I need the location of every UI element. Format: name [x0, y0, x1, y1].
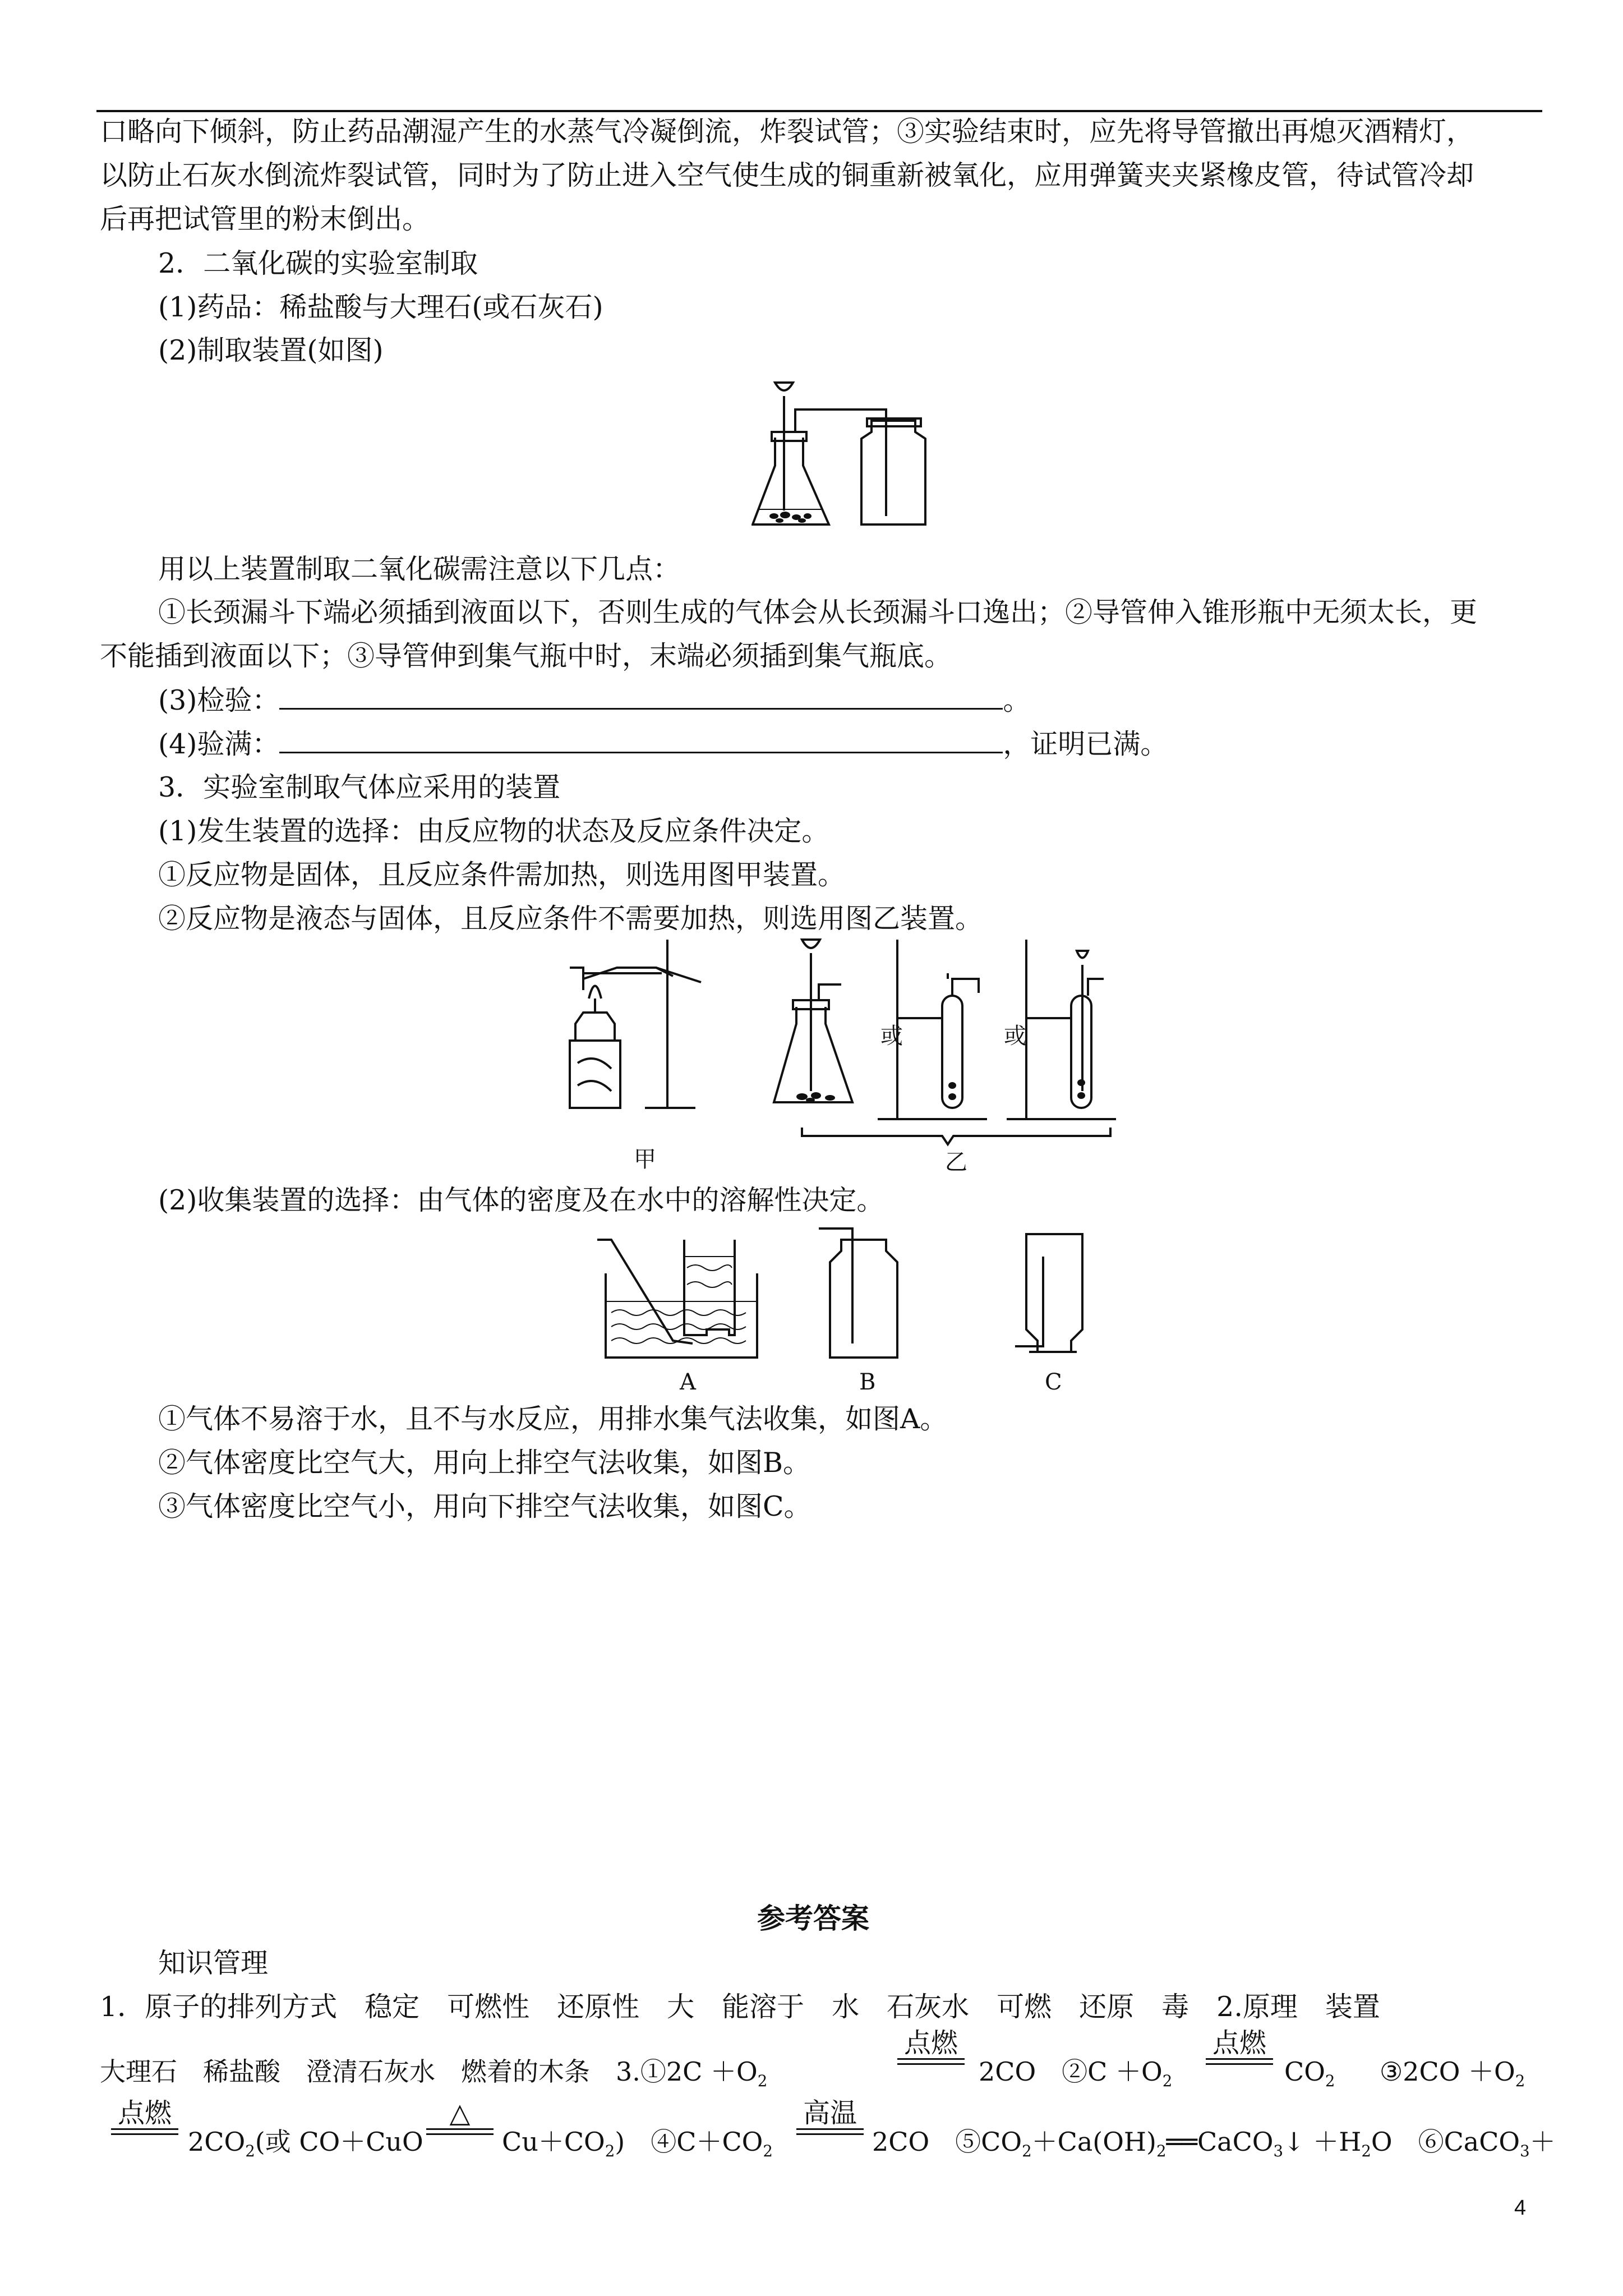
answers-line: 1．原子的排列方式 稳定 可燃性 还原性 大 能溶于 水 石灰水 可燃 还原 毒 2.原理 装置 [100, 1991, 1380, 2023]
figure-c-label: C [1045, 1369, 1062, 1395]
answer-blank[interactable] [279, 727, 1003, 753]
test-end: 。 [1003, 684, 1031, 716]
heat-condition: △ [426, 2098, 494, 2135]
list-item: ①气体不易溶于水，且不与水反应，用排水集气法收集，如图A。 [158, 1403, 948, 1435]
list-item: (2)制取装置(如图) [158, 334, 384, 366]
ignite-condition: 点燃 [1206, 2028, 1273, 2065]
figure-yi-label: 乙 [945, 1149, 967, 1175]
answers-line2-d: ③2CO $+O_2$ [1380, 2056, 1525, 2091]
test-label: (3)检验： [158, 684, 280, 716]
list-item: ②反应物是液态与固体，且反应条件不需要加热，则选用图乙装置。 [158, 903, 983, 935]
answers-title: 参考答案 [757, 1902, 869, 1935]
paragraph-line: 以防止石灰水倒流炸裂试管，同时为了防止进入空气使生成的铜重新被氧化，应用弹簧夹夹紧橡皮管，待试管冷却 [100, 159, 1474, 191]
paragraph-line: ①长颈漏斗下端必须插到液面以下，否则生成的气体会从长颈漏斗口逸出；②导管伸入锥形瓶中无须太长，更 [158, 596, 1478, 628]
list-item: (2)收集装置的选择：由气体的密度及在水中的溶解性决定。 [158, 1184, 884, 1216]
figure-a-label: A [680, 1369, 696, 1395]
high-temp-condition: 高温 [796, 2098, 864, 2135]
paragraph-line: 后再把试管里的粉末倒出。 [100, 203, 430, 235]
answers-subtitle: 知识管理 [158, 1947, 269, 1979]
ignite-condition: 点燃 [897, 2028, 965, 2065]
section-heading: 3．实验室制取气体应采用的装置 [158, 771, 561, 803]
co2-apparatus-figure [751, 376, 937, 533]
full-check-label: (4)验满： [158, 728, 280, 760]
answers-line2-a: 大理石 稀盐酸 澄清石灰水 燃着的木条 3.①2C $+O_2$ [100, 2056, 768, 2091]
paragraph-line: 口略向下倾斜，防止药品潮湿产生的水蒸气冷凝倒流，炸裂试管；③实验结束时，应先将导管撤出再熄灭酒精灯， [100, 116, 1474, 148]
paragraph-line: 不能插到液面以下；③导管伸到集气瓶中时，末端必须插到集气瓶底。 [100, 640, 952, 672]
answers-line2-b: 2CO ②C $+O_2$ [979, 2056, 1173, 2091]
collection-apparatus-figure [594, 1223, 1099, 1408]
list-item: (1)发生装置的选择：由反应物的状态及反应条件决定。 [158, 815, 829, 847]
notes-intro: 用以上装置制取二氧化碳需注意以下几点： [158, 553, 681, 585]
answer-blank[interactable] [279, 683, 1003, 710]
ignite-condition: 点燃 [111, 2098, 178, 2135]
answers-line3-a: $2CO_2$(或 CO＋CuO [188, 2127, 423, 2161]
full-check-end: ，证明已满。 [1003, 728, 1168, 760]
answers-line3-b: $Cu+CO_2$) $④C+CO_2$ [502, 2127, 773, 2161]
answers-line2-c: $CO_2$ [1284, 2056, 1335, 2091]
full-check-item [158, 727, 1168, 761]
list-item: ②气体密度比空气大，用向上排空气法收集，如图B。 [158, 1447, 811, 1479]
or-label: 或 [880, 1023, 903, 1049]
list-item: (1)药品：稀盐酸与大理石(或石灰石) [158, 291, 603, 323]
header-rule [96, 110, 1542, 112]
figure-b-label: B [859, 1369, 876, 1395]
or-label: 或 [1004, 1023, 1026, 1049]
page-number: 4 [1514, 2196, 1527, 2220]
list-item: ③气体密度比空气小，用向下排空气法收集，如图C。 [158, 1490, 811, 1522]
answers-line3-c: 2CO $⑤CO_2+Ca(OH)_2══CaCO_3↓ +H_2O$ ⑥CaCO$_3$＋ [872, 2127, 1556, 2161]
list-item: ①反应物是固体，且反应条件需加热，则选用图甲装置。 [158, 859, 846, 891]
figure-jia-label: 甲 [634, 1147, 656, 1172]
test-item [158, 683, 1030, 717]
generation-apparatus-figure [561, 934, 1122, 1175]
section-heading: 2．二氧化碳的实验室制取 [158, 247, 478, 279]
